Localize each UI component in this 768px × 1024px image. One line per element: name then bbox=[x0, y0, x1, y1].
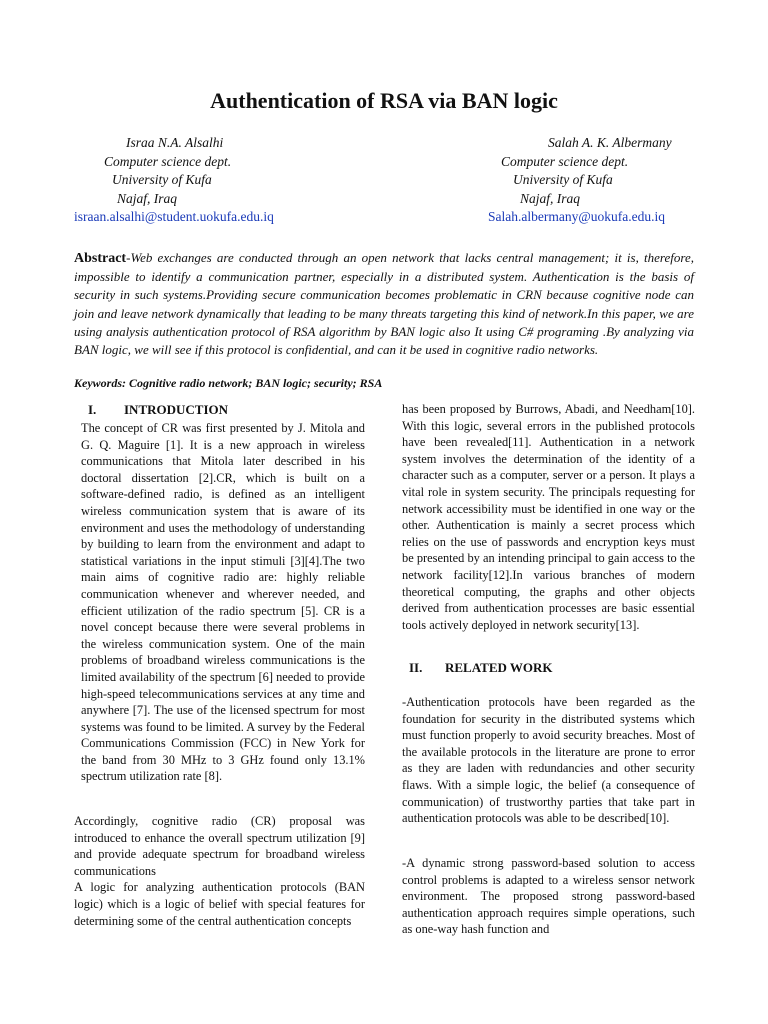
abstract-label: Abstract bbox=[74, 251, 127, 266]
paragraph: has been proposed by Burrows, Abadi, and Needham[10]. With this logic, several errors in the published protocols have been revealed[11]. Authentication in a network system involves the determination of the identity of a character such as a computer, server or a person. It plays a vital role in system security. The principals requesting for network accessibility must be identified in one way or the other. Authentication is mainly a secret process which relies on the use of passwords and encryption keys must be presented by an intending principal to gain access to the network facility[12].In various branches of modern theoretical computing, the graphs and other objects derived from authentication processes are basic essential tools actively deployed in network security[13]. bbox=[402, 402, 695, 632]
author-university: University of Kufa bbox=[513, 172, 613, 187]
introduction-paragraph-2 bbox=[74, 813, 365, 929]
paragraph: The concept of CR was first presented by J. Mitola and G. Q. Maguire [1]. It is a new approach in wireless communications that Mitola later described in his doctoral dissertation [2].CR, which is built on a software-defined radio, is defined as an intelligent wireless communication system that is aware of its environment and uses the methodology of understanding by building to learn from the environment and adapt to statistical variations in the input stimuli [3][4].The two main aims of cognitive radio are: highly reliable communication whenever and wherever needed, and efficient utilization of the radio spectrum [5]. CR is a novel concept because there were several problems in the wireless communication system. One of the main problems of broadband wireless communications is the limited availability of the spectrum [6] needed to provide high-speed telecommunications services at any time and anywhere [7]. The use of the licensed spectrum for most systems was found to be limited. A survey by the Federal Communications Commission (FCC) in New York for the band from 30 MHz to 3 GHz found only 13.1% spectrum utilization rate [8]. bbox=[81, 421, 365, 784]
section-title: INTRODUCTION bbox=[124, 402, 229, 417]
author-city: Najaf, Iraq bbox=[520, 190, 581, 206]
paper-title: Authentication of RSA via BAN logic bbox=[210, 88, 558, 113]
introduction-continued bbox=[402, 401, 695, 633]
abstract bbox=[74, 249, 694, 359]
keywords: Keywords: Cognitive radio network; BAN logic; security; RSA bbox=[74, 376, 383, 390]
section-title: RELATED WORK bbox=[445, 660, 553, 675]
section-number: II. bbox=[409, 660, 423, 675]
paragraph: -A dynamic strong password-based solution to access control problems is adapted to a wireless sensor network environment. The proposed strong password-based authentication approach requires simple operations, such as one-way hash function and bbox=[402, 856, 695, 937]
author-block-2 bbox=[488, 134, 672, 227]
author-name: Salah A. K. Albermany bbox=[548, 135, 672, 150]
introduction-paragraph-1 bbox=[81, 420, 365, 785]
section-number: I. bbox=[88, 402, 97, 417]
author-name: Israa N.A. Alsalhi bbox=[126, 135, 224, 150]
paragraph: A logic for analyzing authentication protocols (BAN logic) which is a logic of belief with special features for determining some of the central authentication concepts bbox=[74, 880, 365, 928]
author-dept: Computer science dept. bbox=[104, 153, 232, 169]
author-city: Najaf, Iraq bbox=[117, 190, 178, 206]
section-heading-introduction bbox=[88, 402, 228, 418]
author-university: University of Kufa bbox=[112, 172, 212, 187]
paragraph: -Authentication protocols have been regarded as the foundation for security in the distributed systems which must function properly to avoid security breaches. Most of the available protocols in the literature are prone to error as they are laden with redundancies and other security flaws. With a simple logic, the belief (a consequence of communication) of trustworthy parties that take part in authentication protocols was able to be described[10]. bbox=[402, 695, 695, 826]
author-email[interactable]: Salah.albermany@uokufa.edu.iq bbox=[488, 209, 666, 224]
related-work-paragraph-1 bbox=[402, 694, 695, 827]
author-dept: Computer science dept. bbox=[501, 153, 629, 169]
author-email[interactable]: israan.alsalhi@student.uokufa.edu.iq bbox=[74, 209, 274, 224]
related-work-paragraph-2 bbox=[402, 855, 695, 938]
paragraph: Accordingly, cognitive radio (CR) proposal was introduced to enhance the overall spectrum utilization [9] and provide adequate spectrum for broadband wireless communications bbox=[74, 814, 365, 878]
abstract-text: -Web exchanges are conducted through an open network that lacks central management; it is, therefore, impossible to identify a communication partner, especially in a distributed system. Authentication is the basis of security in such systems.Providing secure communication becomes problematic in CRN because cognitive node can join and leave network dynamically that leading to be many threats targeting this kind of network.In this paper, we are using analysis authentication protocol of RSA algorithm by BAN logic also It using C# programing .By analyzing via BAN logic, we will see if this protocol is confidential, and can it be used in cognitive radio networks. bbox=[74, 250, 694, 358]
author-block-1 bbox=[74, 134, 274, 227]
section-heading-related-work bbox=[409, 660, 553, 676]
